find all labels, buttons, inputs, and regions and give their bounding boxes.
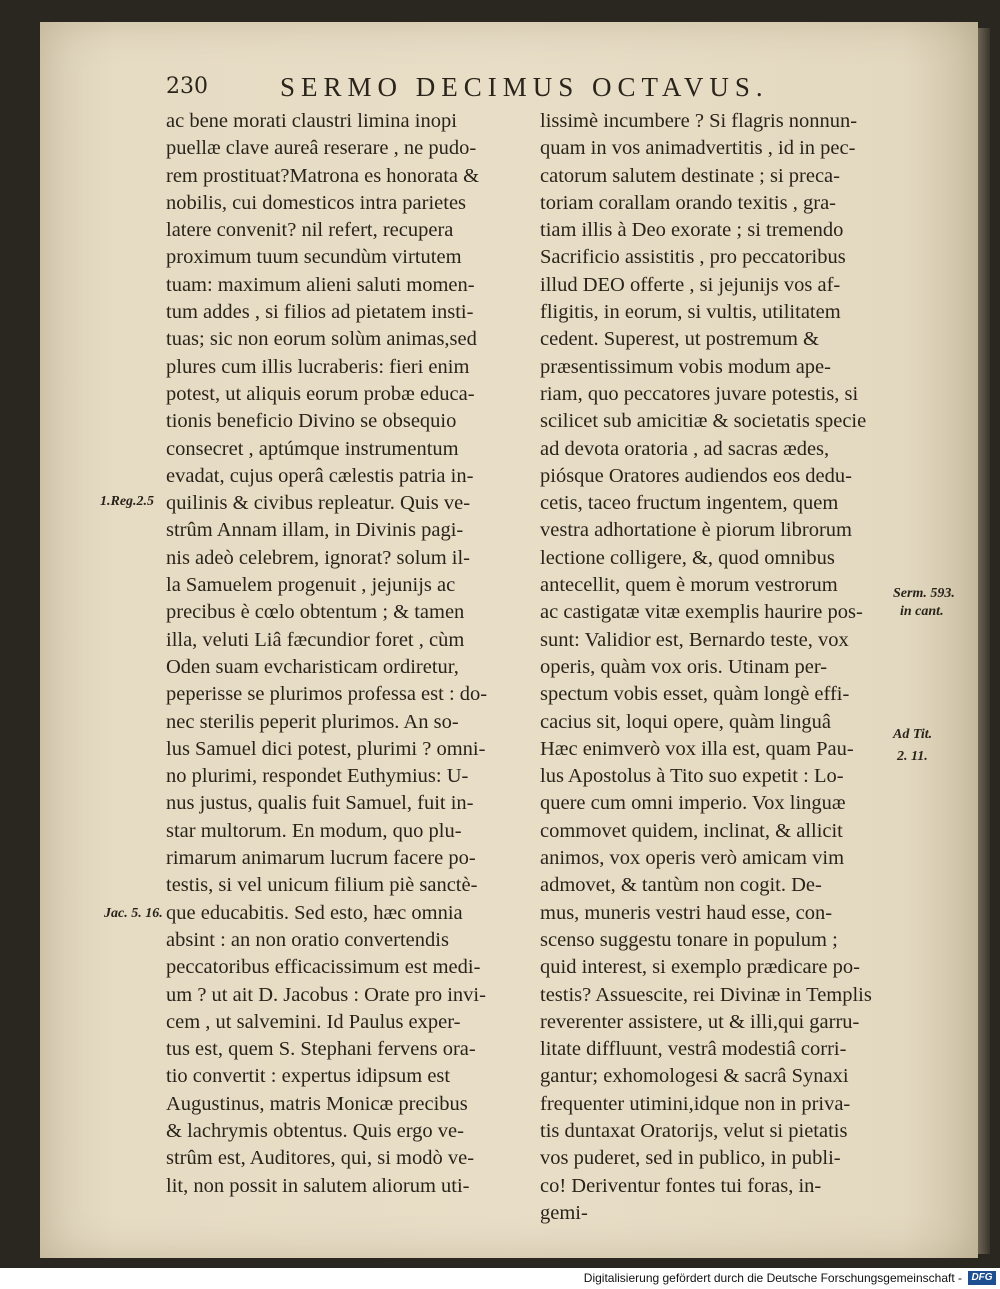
right-column-line: Sacrificio assistitis , pro peccatoribus: [540, 246, 846, 269]
running-title: SERMO DECIMUS OCTAVUS.: [280, 72, 769, 102]
left-column-line: um ? ut ait D. Jacobus : Orate pro invi-: [166, 983, 486, 1006]
right-column-line: sunt: Validior est, Bernardo teste, vox: [540, 628, 849, 651]
left-column-line: nus justus, qualis fuit Samuel, fuit in-: [166, 792, 474, 815]
right-column-line: gemi-: [540, 1201, 588, 1224]
right-column-line: cedent. Superest, ut postremum &: [540, 328, 819, 351]
left-column-line: nobilis, cui domesticos intra parietes: [166, 191, 467, 214]
left-column-line: absint : an non oratio convertendis: [166, 928, 449, 951]
right-column-line: lus Apostolus à Tito suo expetit : Lo-: [540, 765, 844, 788]
left-column-line: tionis beneficio Divino se obsequio: [166, 410, 457, 433]
right-column-line: vos puderet, sed in publico, in publi-: [540, 1147, 841, 1170]
left-column-line: potest, ut aliquis eorum probæ educa-: [166, 382, 475, 405]
right-column-line: vestra adhortatione è piorum librorum: [540, 519, 852, 542]
margin-note-cant: in cant.: [900, 604, 944, 619]
left-column-line: peperisse se plurimos professa est : do-: [166, 683, 488, 706]
running-head: [160, 72, 940, 104]
left-column-line: Oden suam evcharisticam ordiretur,: [166, 655, 459, 678]
left-column-line: plures cum illis lucraberis: fieri enim: [166, 355, 470, 378]
left-column-line: latere convenit? nil refert, recupera: [166, 219, 454, 242]
left-column-line: peccatoribus efficacissimum est medi-: [166, 956, 481, 979]
left-column-line: testis, si vel unicum filium piè sanctè-: [166, 874, 478, 897]
right-column-line: cetis, taceo fructum ingentem, quem: [540, 492, 839, 515]
right-column-line: gantur; exhomologesi & sacrâ Synaxi: [540, 1065, 849, 1088]
left-column-line: la Samuelem progenuit , jejunijs ac: [166, 574, 456, 597]
left-column-line: precibus è cœlo obtentum ; & tamen: [166, 601, 465, 624]
margin-note-ad-tit-ref: 2. 11.: [897, 749, 928, 764]
margin-note-serm: Serm. 593.: [893, 586, 955, 601]
right-column-line: quid interest, si exemplo prædicare po-: [540, 956, 860, 979]
page-number: 230: [166, 74, 208, 99]
left-column-line: strûm est, Auditores, qui, si modò ve-: [166, 1147, 475, 1170]
left-column-line: nec sterilis peperit plurimos. An so-: [166, 710, 459, 733]
right-column-line: fligitis, in eorum, si vultis, utilitatem: [540, 301, 841, 324]
right-column-line: antecellit, quem è morum vestrorum: [540, 574, 838, 597]
left-column-line: rimarum animarum lucrum facere po-: [166, 847, 476, 870]
left-column-line: & lachrymis obtentus. Quis ergo ve-: [166, 1119, 464, 1142]
right-column-line: piósque Oratores audiendos eos dedu-: [540, 464, 852, 487]
right-column-line: quere cum omni imperio. Vox linguæ: [540, 792, 846, 815]
right-column-line: scenso suggestu tonare in populum ;: [540, 928, 838, 951]
right-column-line: scilicet sub amicitiæ & societatis specie: [540, 410, 867, 433]
right-column-line: toriam corallam orando texitis , gra-: [540, 191, 837, 214]
right-column-line: tiam illis à Deo exorate ; si tremendo: [540, 219, 844, 242]
left-column-line: Augustinus, matris Monicæ precibus: [166, 1092, 468, 1115]
left-text-column: [166, 108, 538, 1200]
right-column-line: riam, quo peccatores juvare potestis, si: [540, 382, 859, 405]
right-column-line: frequenter utimini,idque non in priva-: [540, 1092, 851, 1115]
left-column-line: tuam: maximum alieni saluti momen-: [166, 273, 475, 296]
left-column-line: cem , ut salvemini. Id Paulus exper-: [166, 1010, 461, 1033]
left-column-line: lus Samuel dici potest, plurimi ? omni-: [166, 737, 486, 760]
right-column-line: commovet quidem, inclinat, & allicit: [540, 819, 843, 842]
left-column-line: ac bene morati claustri limina inopi: [166, 110, 457, 132]
right-column-line: illud DEO offerte , si jejunijs vos af-: [540, 273, 841, 296]
left-column-line: illa, veluti Liâ fæcundior foret , cùm: [166, 628, 465, 651]
right-column-line: ad devota oratoria , ad sacras ædes,: [540, 437, 830, 460]
right-column-line: cacius sit, loqui opere, quàm linguâ: [540, 710, 831, 733]
margin-note-reg: 1.Reg.2.5: [100, 494, 155, 509]
left-column-line: tum addes , si filios ad pietatem insti-: [166, 301, 474, 324]
right-column-line: admovet, & tantùm non cogit. De-: [540, 874, 822, 897]
right-column-line: catorum salutem destinate ; si preca-: [540, 164, 840, 187]
margin-note-ad-tit: Ad Tit.: [893, 727, 933, 742]
right-column-line: tis duntaxat Oratorijs, velut si pietatis: [540, 1119, 848, 1142]
footer-credit: Digitalisierung gefördert durch die Deutsche Forschungsgemeinschaft -: [583, 1271, 962, 1285]
left-column-line: rem prostituat?Matrona es honorata &: [166, 164, 480, 187]
right-column-line: lissimè incumbere ? Si flagris nonnun-: [540, 110, 858, 132]
right-column-line: mus, muneris vestri haud esse, con-: [540, 901, 833, 924]
left-column-line: tus est, quem S. Stephani fervens ora-: [166, 1038, 476, 1061]
left-column-line: puellæ clave aureâ reserare , ne pudo-: [166, 137, 477, 160]
footer-bar: [0, 1268, 1000, 1289]
page-edge: [978, 28, 990, 1254]
left-column-line: consecret , aptúmque instrumentum: [166, 437, 459, 460]
right-column-line: reverenter assistere, ut & illi,qui garru-: [540, 1010, 860, 1033]
right-column-line: præsentissimum vobis modum ape-: [540, 355, 831, 378]
right-column-line: quam in vos animadvertitis , id in pec-: [540, 137, 856, 160]
right-column-line: Hæc enimverò vox illa est, quam Pau-: [540, 737, 854, 760]
right-column-line: co! Deriventur fontes tui foras, in-: [540, 1174, 822, 1197]
right-column-line: ac castigatæ vitæ exemplis haurire pos-: [540, 601, 863, 624]
left-column-line: evadat, cujus operâ cælestis patria in-: [166, 464, 474, 487]
right-column-line: testis? Assuescite, rei Divinæ in Templis: [540, 983, 872, 1006]
margin-note-jac: Jac. 5. 16.: [104, 906, 163, 921]
right-column-line: litate diffluunt, vestrâ modestiâ corri-: [540, 1038, 847, 1061]
right-column-line: animos, vox operis verò amicam vim: [540, 847, 845, 870]
right-column-line: operis, quàm vox oris. Utinam per-: [540, 655, 828, 678]
left-column-line: strûm Annam illam, in Divinis pagi-: [166, 519, 464, 542]
left-column-line: que educabitis. Sed esto, hæc omnia: [166, 901, 463, 924]
left-column-line: no plurimi, respondet Euthymius: U-: [166, 765, 469, 788]
left-column-line: quilinis & civibus repleatur. Quis ve-: [166, 492, 471, 515]
dfg-logo: DFG: [968, 1271, 996, 1285]
right-column-line: spectum vobis esset, quàm longè effi-: [540, 683, 850, 706]
left-column-line: tuas; sic non eorum solùm animas,sed: [166, 328, 477, 351]
left-column-line: nis adeò celebrem, ignorat? solum il-: [166, 546, 470, 569]
left-column-line: tio convertit : expertus idipsum est: [166, 1065, 451, 1088]
right-column-line: lectione colligere, &, quod omnibus: [540, 546, 835, 569]
right-text-column: [540, 108, 912, 1227]
left-column-line: lit, non possit in salutem aliorum uti-: [166, 1174, 470, 1197]
left-column-line: proximum tuum secundùm virtutem: [166, 246, 462, 269]
left-column-line: star multorum. En modum, quo plu-: [166, 819, 462, 842]
